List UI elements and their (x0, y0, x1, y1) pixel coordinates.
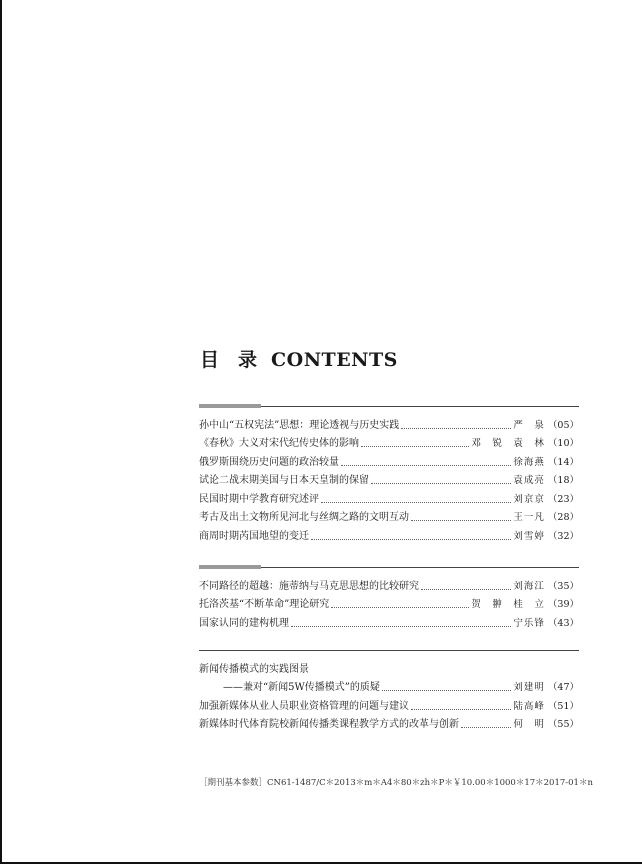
section-divider (199, 648, 579, 654)
toc-entry[interactable]: 加强新媒体从业人员职业资格管理的问题与建议 陆高峰 （51） (199, 700, 579, 712)
toc-entry[interactable]: 试论二战末期美国与日本天皇制的保留 袁成亮 （18） (199, 475, 579, 486)
section-divider (199, 404, 579, 410)
heading-cn: 目 录 (200, 349, 258, 371)
toc-entry[interactable]: 商周时期芮国地望的变迁 刘雪婷 （32） (199, 530, 579, 542)
heading-en: CONTENTS (271, 349, 398, 371)
toc-entry[interactable]: 《春秋》大义对宋代纪传史体的影响 邓 锐 袁 林 （10） (199, 438, 579, 449)
journal-parameters: ［期刊基本参数］CN61-1487/C＊2013＊m＊A4＊80＊zh＊P＊￥10.00＊1000＊17＊2017-01＊n (199, 778, 593, 788)
toc-entry[interactable]: 托洛茨基“不断革命”理论研究 贺 翀 桂 立 （39） (199, 599, 579, 610)
toc-entry[interactable]: 国家认同的建构机理 宁乐锋 （43） (199, 617, 579, 629)
toc-section-3 (199, 648, 579, 732)
toc-entry[interactable]: 民国时期中学教育研究述评 刘京京 （23） (199, 493, 579, 505)
toc-section-1 (199, 404, 579, 544)
toc-entry-subtitle[interactable]: ——兼对“新闻5W传播模式”的质疑 刘建明 （47） (223, 682, 579, 693)
toc-entry[interactable]: 考古及出土文物所见河北与丝绸之路的文明互动 王一凡 （28） (199, 512, 579, 523)
toc-entry[interactable]: 新媒体时代体育院校新闻传播类课程教学方式的改革与创新 何 明 （55） (199, 719, 579, 730)
toc-entry[interactable]: 不同路径的超越：施蒂纳与马克思思想的比较研究 刘海江 （35） (199, 580, 579, 592)
page-edge-left (0, 0, 2, 864)
toc-entry-title[interactable]: 新闻传播模式的实践图景 (199, 663, 309, 675)
toc-entry[interactable]: 俄罗斯围绕历史问题的政治较量 徐海燕 （14） (199, 456, 579, 468)
toc-section-2 (199, 565, 579, 631)
toc-entry[interactable]: 孙中山“五权宪法”思想：理论透视与历史实践 严 泉 （05） (199, 419, 579, 431)
contents-heading (200, 345, 398, 372)
section-divider (199, 565, 579, 571)
